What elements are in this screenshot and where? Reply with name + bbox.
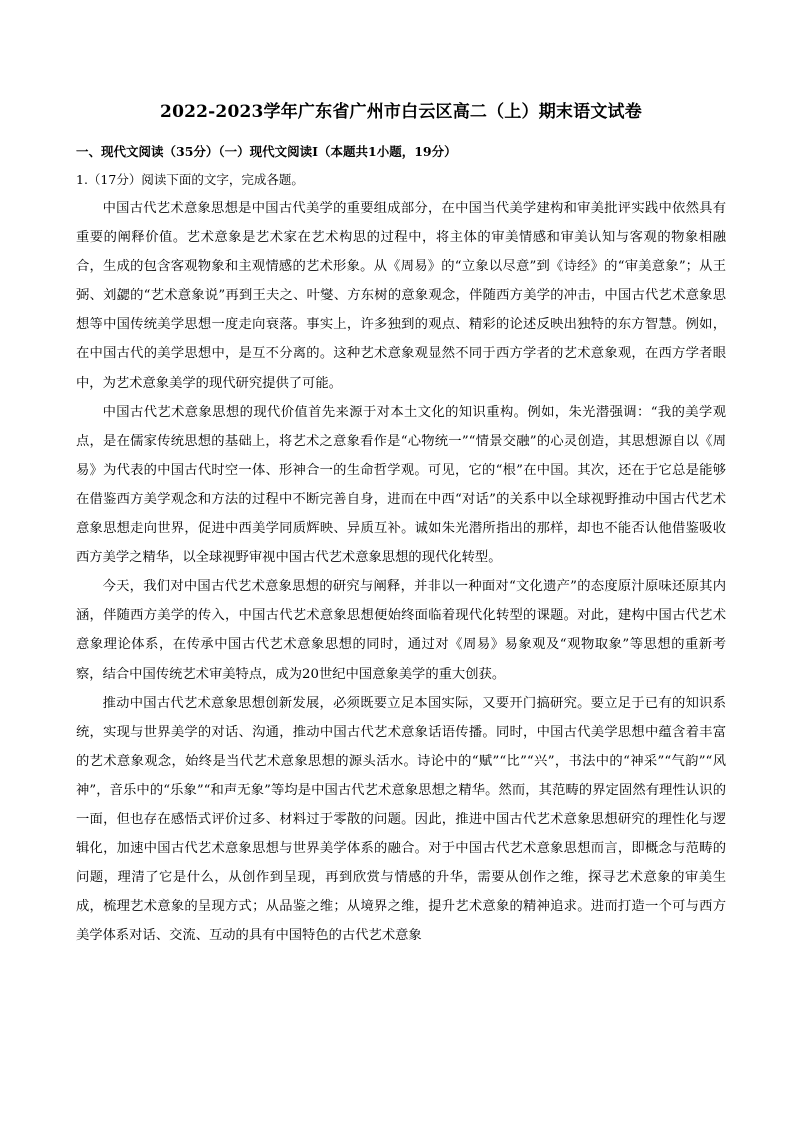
page-title: 2022-2023学年广东省广州市白云区高二（上）期末语文试卷 <box>160 102 642 122</box>
question-intro: 1.（17分）阅读下面的文字，完成各题。 <box>76 172 304 187</box>
body-paragraph: 中国古代艺术意象思想的现代价值首先来源于对本土文化的知识重构。例如，朱光潜强调：“我的美学观点，是在儒家传统思想的基础上，将艺术之意象看作是“心物统一”“情景交融”的心灵创造，其思想源自以《周易》为代表的中国古代时空一体、形神合一的生命哲学观。可见，它的“根”在中国。其次，还在于它总是能够在借鉴西方美学观念和方法的过程中不断完善自身，进而在中西“对话”的关系中以全球视野推动中国古代艺术意象思想走向世界，促进中西美学同质辉映、异质互补。诚如朱光潜所指出的那样，却也不能否认他借鉴吸收西方美学之精华，以全球视野审视中国古代艺术意象思想的现代化转型。 <box>76 404 726 566</box>
body-paragraph: 今天，我们对中国古代艺术意象思想的研究与阐释，并非以一种面对“文化遗产”的态度原汁原味还原其内涵，伴随西方美学的传入，中国古代艺术意象思想便始终面临着现代化转型的课题。对此，建构中国古代艺术意象理论体系，在传承中国古代艺术意象思想的同时，通过对《周易》易象观及“观物取象”等思想的重新考察，结合中国传统艺术审美特点，成为20世纪中国意象美学的重大创获。 <box>76 579 726 682</box>
section-heading: 一、现代文阅读（35分）（一）现代文阅读Ⅰ（本题共1小题，19分） <box>76 144 457 159</box>
body-paragraph: 中国古代艺术意象思想是中国古代美学的重要组成部分，在中国当代美学建构和审美批评实践中依然具有重要的阐释价值。艺术意象是艺术家在艺术构思的过程中，将主体的审美情感和审美认知与客观的物象相融合，生成的包含客观物象和主观情感的艺术形象。从《周易》的“立象以尽意”到《诗经》的“审美意象”；从王弼、刘勰的“艺术意象说”再到王夫之、叶燮、方东树的意象观念，伴随西方美学的冲击，中国古代艺术意象思想等中国传统美学思想一度走向衰落。事实上，许多独到的观点、精彩的论述反映出独特的东方智慧。例如，在中国古代的美学思想中，是互不分离的。这种艺术意象观显然不同于西方学者的艺术意象观，在西方学者眼中，为艺术意象美学的现代研究提供了可能。 <box>76 201 726 391</box>
body-paragraph: 推动中国古代艺术意象思想创新发展，必须既要立足本国实际，又要开门搞研究。要立足于已有的知识系统，实现与世界美学的对话、沟通，推动中国古代艺术意象话语传播。同时，中国古代美学思想中蕴含着丰富的艺术意象观念，始终是当代艺术意象思想的源头活水。诗论中的“赋”“比”“兴”，书法中的“神采”“气韵”“风神”，音乐中的“乐象”“和声无象”等均是中国古代艺术意象思想之精华。然而，其范畴的界定固然有理性认识的一面，但也存在感悟式评价过多、材料过于零散的问题。因此，推进中国古代艺术意象思想研究的理性化与逻辑化，加速中国古代艺术意象思想与世界美学体系的融合。对于中国古代艺术意象思想而言，即概念与范畴的问题，理清了它是什么，从创作到呈现，再到欣赏与情感的升华，需要从创作之维，探寻艺术意象的审美生成，梳理艺术意象的呈现方式；从品鉴之维；从境界之维，提升艺术意象的精神追求。进而打造一个可与西方美学体系对话、交流、互动的具有中国特色的古代艺术意象 <box>76 695 726 944</box>
